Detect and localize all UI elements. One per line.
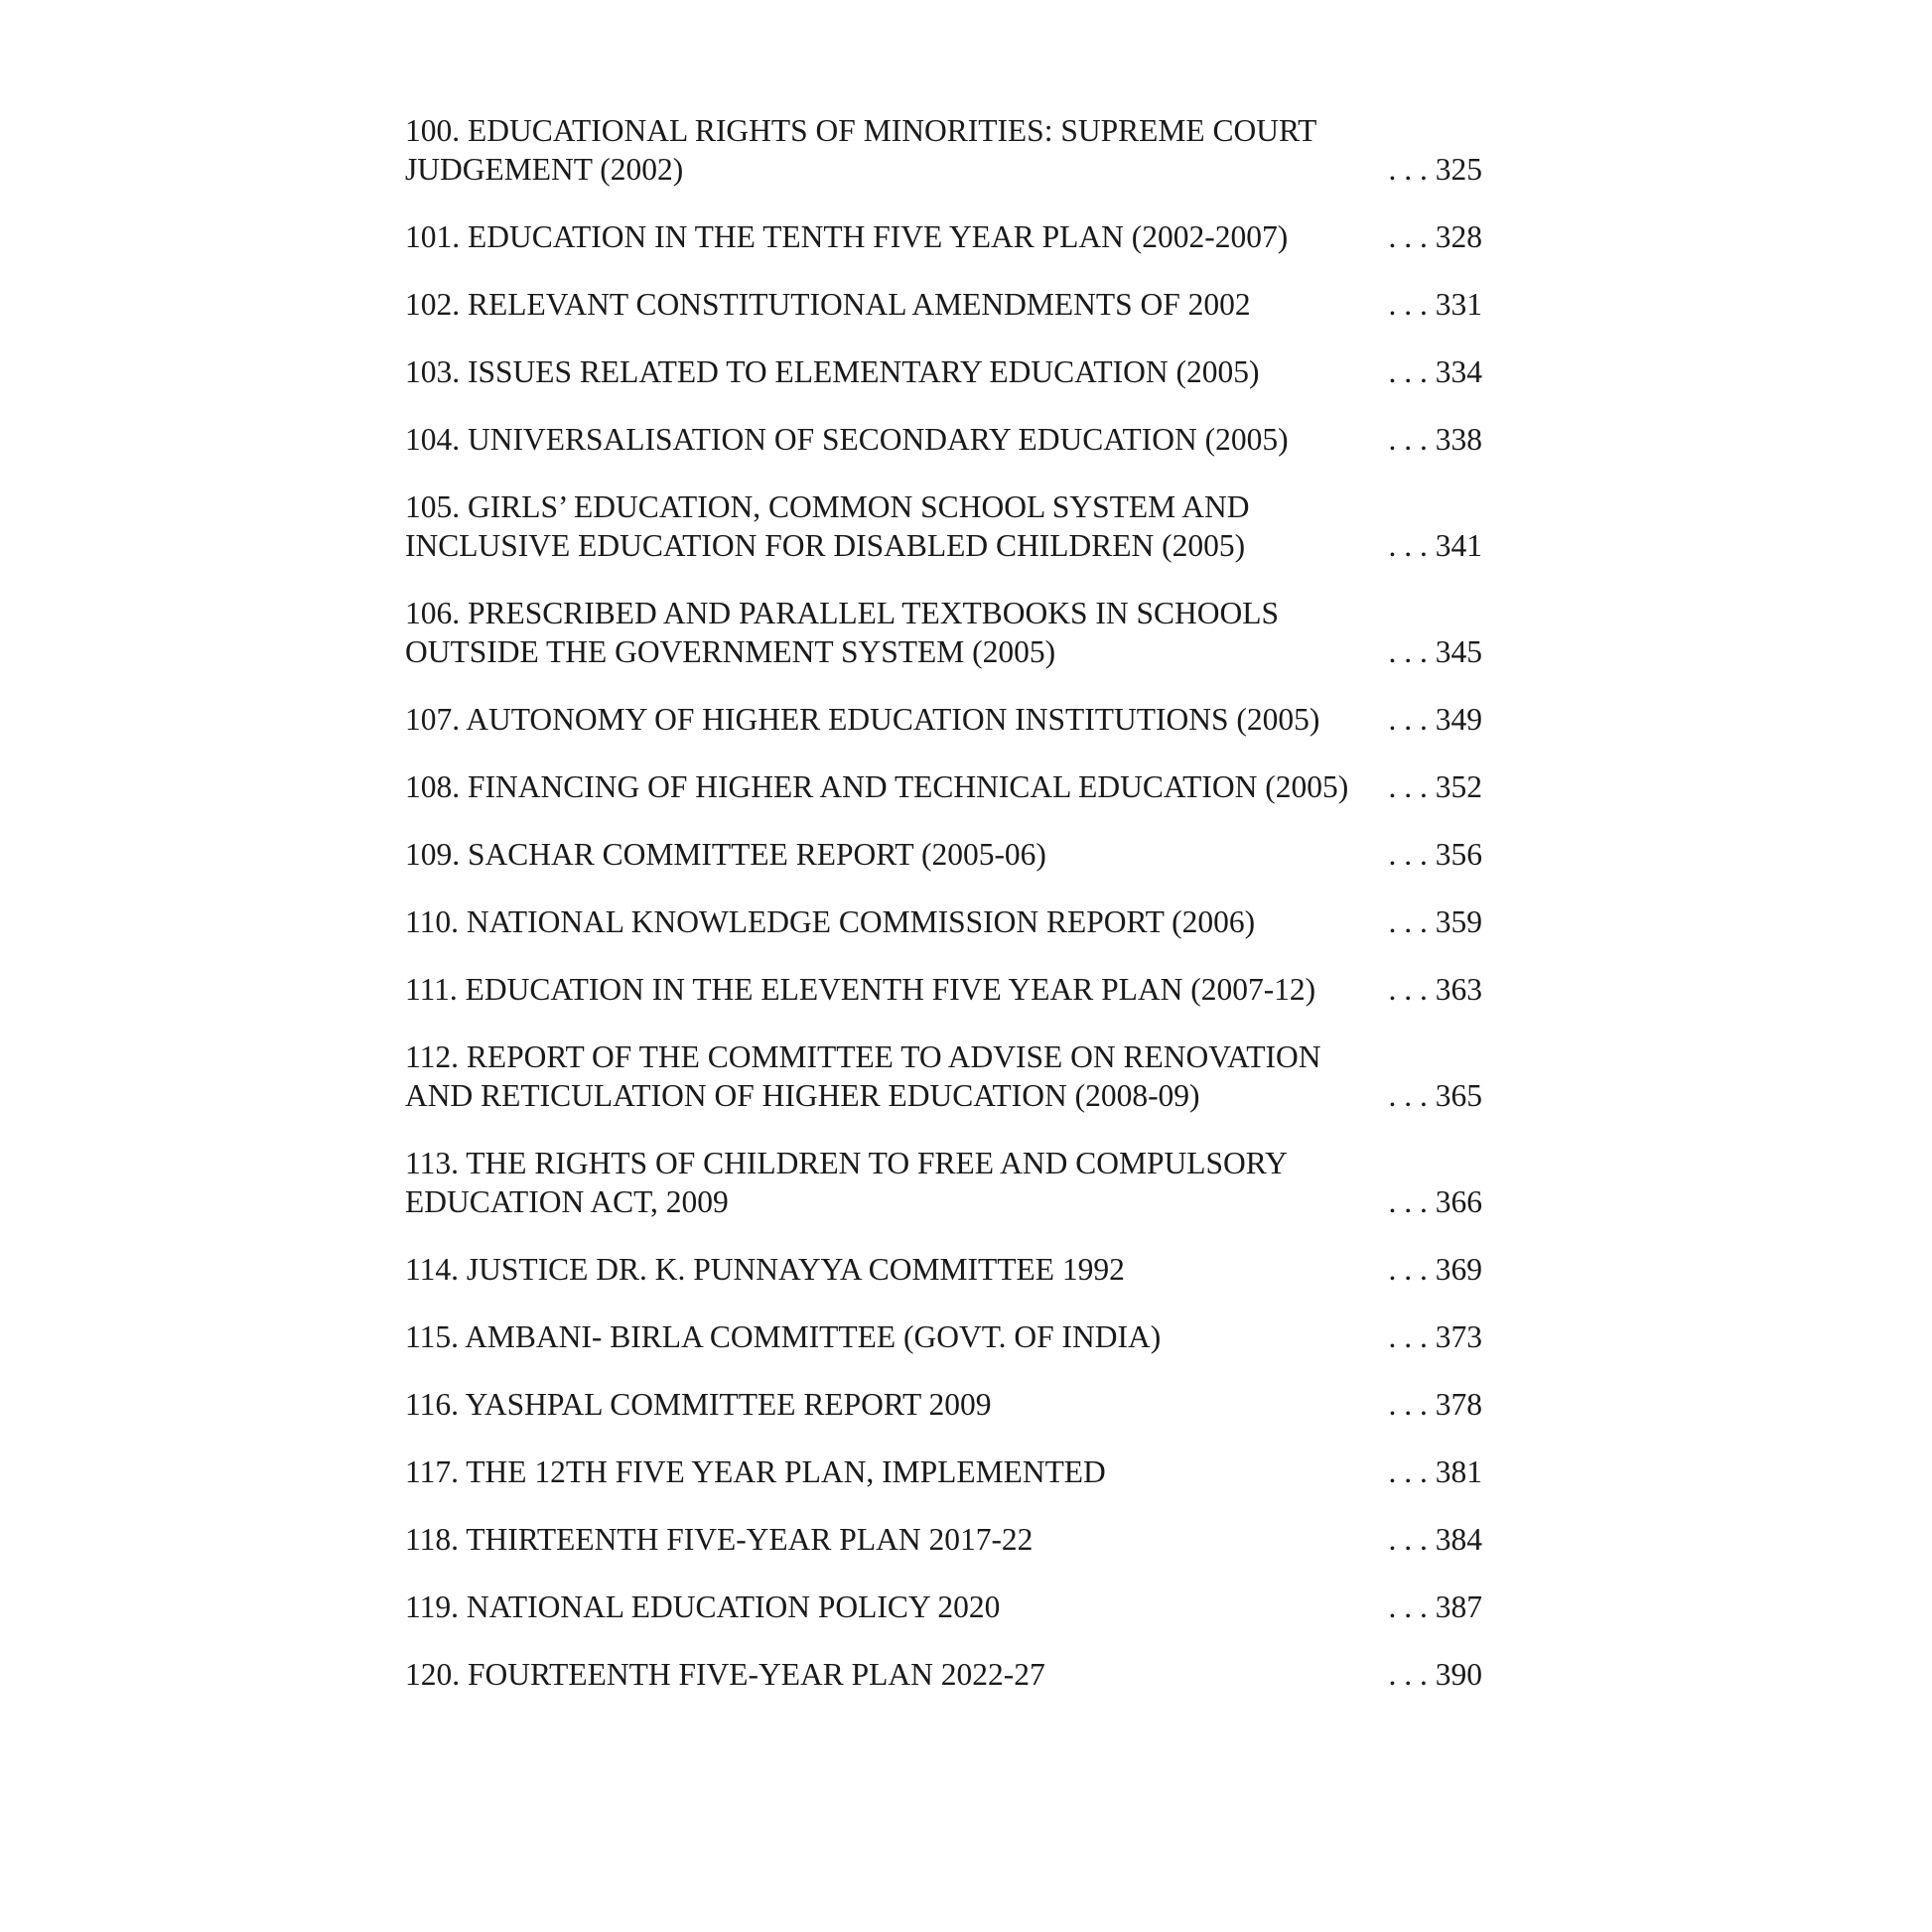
toc-entry-title: 116. YASHPAL COMMITTEE REPORT 2009: [405, 1387, 992, 1422]
toc-entry[interactable]: [405, 111, 1482, 189]
toc-entry-page: . . . 349: [1388, 702, 1482, 737]
toc-entry[interactable]: [405, 1317, 1482, 1356]
toc-entry[interactable]: [405, 1587, 1482, 1626]
table-of-contents: [405, 111, 1482, 1723]
toc-entry-page: . . . 328: [1388, 219, 1482, 254]
toc-entry-page: . . . 356: [1388, 837, 1482, 872]
toc-entry[interactable]: [405, 352, 1482, 391]
toc-entry-title: 111. EDUCATION IN THE ELEVENTH FIVE YEAR PLAN (2007-12): [405, 972, 1316, 1007]
toc-entry-page: . . . 387: [1388, 1589, 1482, 1624]
toc-entry[interactable]: [405, 1452, 1482, 1491]
toc-entry-title: 103. ISSUES RELATED TO ELEMENTARY EDUCATION (2005): [405, 354, 1260, 389]
toc-entry-title: 107. AUTONOMY OF HIGHER EDUCATION INSTITUTIONS (2005): [405, 702, 1320, 737]
toc-entry-page: . . . 384: [1388, 1522, 1482, 1557]
toc-entry-title: 100. EDUCATIONAL RIGHTS OF MINORITIES: SUPREME COURT JUDGEMENT (2002): [405, 113, 1317, 187]
toc-entry-title: 108. FINANCING OF HIGHER AND TECHNICAL EDUCATION (2005): [405, 769, 1349, 804]
toc-entry-title: 104. UNIVERSALISATION OF SECONDARY EDUCATION (2005): [405, 422, 1289, 457]
toc-entry-title: 109. SACHAR COMMITTEE REPORT (2005-06): [405, 837, 1046, 872]
toc-entry[interactable]: [405, 1520, 1482, 1559]
toc-entry-title: 113. THE RIGHTS OF CHILDREN TO FREE AND COMPULSORY EDUCATION ACT, 2009: [405, 1146, 1288, 1219]
toc-entry-title: 119. NATIONAL EDUCATION POLICY 2020: [405, 1589, 1001, 1624]
toc-entry-page: . . . 341: [1388, 528, 1482, 563]
toc-entry-title: 117. THE 12TH FIVE YEAR PLAN, IMPLEMENTED: [405, 1454, 1106, 1489]
toc-entry-title: 102. RELEVANT CONSTITUTIONAL AMENDMENTS OF 2002: [405, 287, 1251, 322]
toc-entry-title: 110. NATIONAL KNOWLEDGE COMMISSION REPORT (2006): [405, 904, 1256, 939]
toc-entry[interactable]: [405, 487, 1482, 565]
toc-entry-page: . . . 345: [1388, 634, 1482, 669]
toc-entry-title: 106. PRESCRIBED AND PARALLEL TEXTBOOKS IN SCHOOLS OUTSIDE THE GOVERNMENT SYSTEM (2005): [405, 596, 1280, 669]
toc-entry-page: . . . 369: [1388, 1252, 1482, 1287]
toc-entry-title: 115. AMBANI- BIRLA COMMITTEE (GOVT. OF INDIA): [405, 1319, 1162, 1354]
toc-entry[interactable]: [405, 700, 1482, 739]
toc-entry-title: 114. JUSTICE DR. K. PUNNAYYA COMMITTEE 1992: [405, 1252, 1125, 1287]
toc-entry[interactable]: [405, 970, 1482, 1009]
toc-entry[interactable]: [405, 420, 1482, 459]
toc-entry-page: . . . 378: [1388, 1387, 1482, 1422]
toc-entry-page: . . . 352: [1388, 769, 1482, 804]
toc-entry-title: 105. GIRLS’ EDUCATION, COMMON SCHOOL SYSTEM AND INCLUSIVE EDUCATION FOR DISABLED CHILDREN (2005): [405, 489, 1250, 563]
toc-entry-title: 120. FOURTEENTH FIVE-YEAR PLAN 2022-27: [405, 1657, 1045, 1692]
toc-entry[interactable]: [405, 767, 1482, 806]
toc-entry[interactable]: [405, 1655, 1482, 1694]
toc-entry[interactable]: [405, 217, 1482, 256]
toc-entry-page: . . . 366: [1388, 1184, 1482, 1219]
toc-entry[interactable]: [405, 1144, 1482, 1221]
toc-entry-page: . . . 338: [1388, 422, 1482, 457]
toc-entry[interactable]: [405, 285, 1482, 324]
toc-entry-title: 118. THIRTEENTH FIVE-YEAR PLAN 2017-22: [405, 1522, 1034, 1557]
toc-entry-page: . . . 365: [1388, 1078, 1482, 1113]
toc-entry[interactable]: [405, 1250, 1482, 1289]
toc-entry-title: 112. REPORT OF THE COMMITTEE TO ADVISE ON RENOVATION AND RETICULATION OF HIGHER EDUCATION (2008-09): [405, 1039, 1321, 1113]
toc-entry-page: . . . 363: [1388, 972, 1482, 1007]
toc-entry-page: . . . 359: [1388, 904, 1482, 939]
toc-entry[interactable]: [405, 902, 1482, 941]
toc-entry-page: . . . 390: [1388, 1657, 1482, 1692]
toc-entry[interactable]: [405, 1385, 1482, 1424]
toc-entry-page: . . . 331: [1388, 287, 1482, 322]
toc-entry-title: 101. EDUCATION IN THE TENTH FIVE YEAR PLAN (2002-2007): [405, 219, 1289, 254]
toc-entry[interactable]: [405, 835, 1482, 874]
toc-entry[interactable]: [405, 594, 1482, 671]
toc-entry-page: . . . 381: [1388, 1454, 1482, 1489]
toc-entry-page: . . . 325: [1388, 152, 1482, 187]
toc-entry-page: . . . 373: [1388, 1319, 1482, 1354]
toc-entry-page: . . . 334: [1388, 354, 1482, 389]
toc-entry[interactable]: [405, 1037, 1482, 1115]
